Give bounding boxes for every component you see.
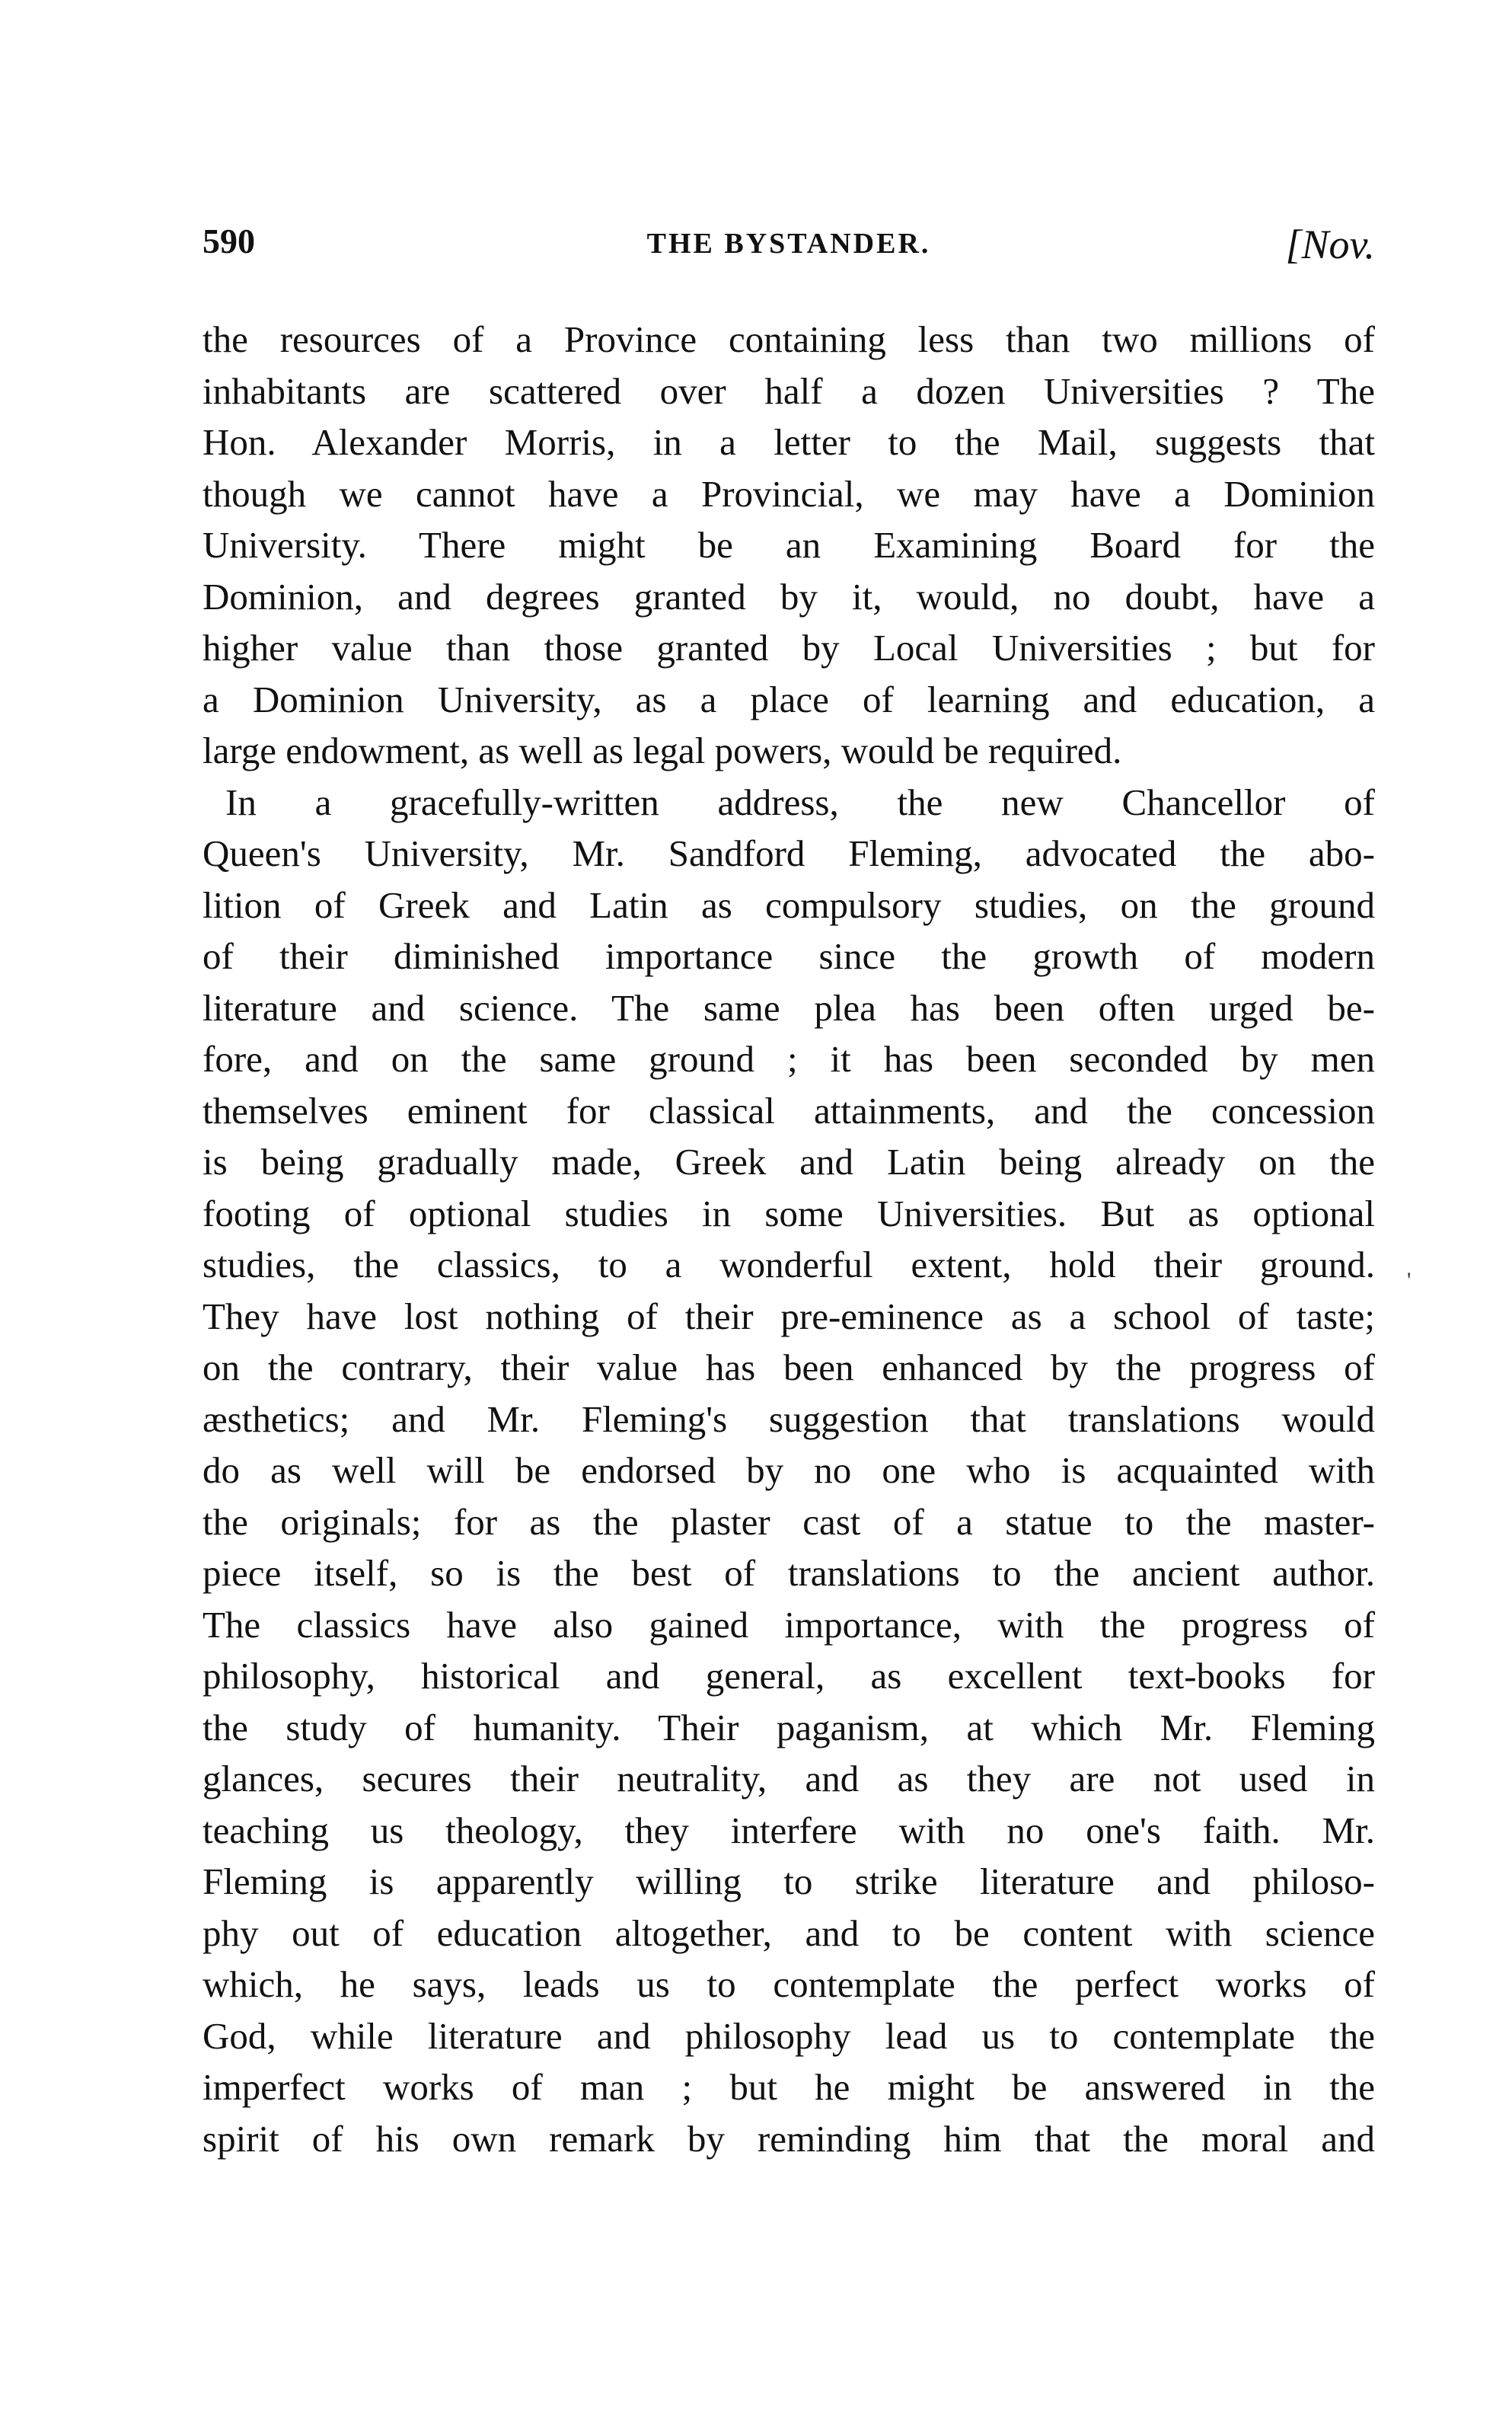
- text-line: piece itself, so is the best of translations to the ancient author.: [203, 1552, 1375, 1594]
- text-line: Hon. Alexander Morris, in a letter to the Mail, suggests that: [203, 421, 1375, 463]
- text-line: God, while literature and philosophy lead us to contemplate the: [203, 2014, 1375, 2057]
- text-line: The classics have also gained importance, with the progress of: [203, 1603, 1375, 1646]
- text-line: Fleming is apparently willing to strike literature and philoso-: [203, 1860, 1375, 1902]
- text-line: higher value than those granted by Local Universities ; but for: [203, 627, 1375, 669]
- text-line: University. There might be an Examining Board for the: [203, 524, 1375, 566]
- margin-mark: ': [1407, 1268, 1412, 1293]
- text-line: on the contrary, their value has been enhanced by the progress of: [203, 1346, 1375, 1388]
- text-line: the study of humanity. Their paganism, at which Mr. Fleming: [203, 1706, 1375, 1748]
- text-line: of their diminished importance since the growth of modern: [203, 935, 1375, 977]
- text-line: do as well will be endorsed by no one who is acquainted with: [203, 1449, 1375, 1491]
- text-line: fore, and on the same ground ; it has been seconded by men: [203, 1038, 1375, 1080]
- text-line: phy out of education altogether, and to be content with science: [203, 1911, 1375, 1954]
- text-line: a Dominion University, as a place of learning and education, a: [203, 678, 1375, 720]
- text-line: imperfect works of man ; but he might be answered in the: [203, 2066, 1375, 2108]
- journal-title: THE BYSTANDER.: [646, 228, 931, 260]
- page-number: 590: [203, 222, 255, 260]
- text-line: They have lost nothing of their pre-eminence as a school of taste;: [203, 1295, 1375, 1337]
- text-line: the resources of a Province containing less than two millions of: [203, 318, 1375, 360]
- text-line: the originals; for as the plaster cast of a statue to the master-: [203, 1500, 1375, 1543]
- text-line: Queen's University, Mr. Sandford Fleming, advocated the abo-: [203, 832, 1375, 874]
- text-line: spirit of his own remark by reminding him that the moral and: [203, 2117, 1375, 2160]
- paragraph-start-line: In a gracefully-written address, the new Chancellor of: [225, 781, 1375, 823]
- month-label: [Nov.: [1285, 222, 1375, 267]
- text-line: themselves eminent for classical attainments, and the concession: [203, 1089, 1375, 1132]
- running-head: [203, 221, 1375, 289]
- body-text: [203, 314, 1375, 2164]
- text-line: which, he says, leads us to contemplate the perfect works of: [203, 1963, 1375, 2005]
- text-line: studies, the classics, to a wonderful extent, hold their ground.: [203, 1244, 1375, 1285]
- text-line: glances, secures their neutrality, and as they are not used in: [203, 1758, 1375, 1799]
- text-line: large endowment, as well as legal powers, would be required.: [203, 730, 1122, 771]
- text-line: though we cannot have a Provincial, we may have a Dominion: [203, 472, 1375, 515]
- text-line: inhabitants are scattered over half a dozen Universities ? The: [203, 369, 1375, 412]
- text-line: literature and science. The same plea has been often urged be-: [203, 986, 1375, 1029]
- text-line: Dominion, and degrees granted by it, would, no doubt, have a: [203, 575, 1375, 618]
- text-line: æsthetics; and Mr. Fleming's suggestion that translations would: [203, 1397, 1375, 1440]
- text-line: is being gradually made, Greek and Latin being already on the: [203, 1141, 1375, 1183]
- text-line: teaching us theology, they interfere with no one's faith. Mr.: [203, 1809, 1375, 1851]
- text-line: philosophy, historical and general, as excellent text-books for: [203, 1655, 1375, 1697]
- text-line: footing of optional studies in some Universities. But as optional: [203, 1192, 1375, 1234]
- text-line: lition of Greek and Latin as compulsory studies, on the ground: [203, 883, 1375, 926]
